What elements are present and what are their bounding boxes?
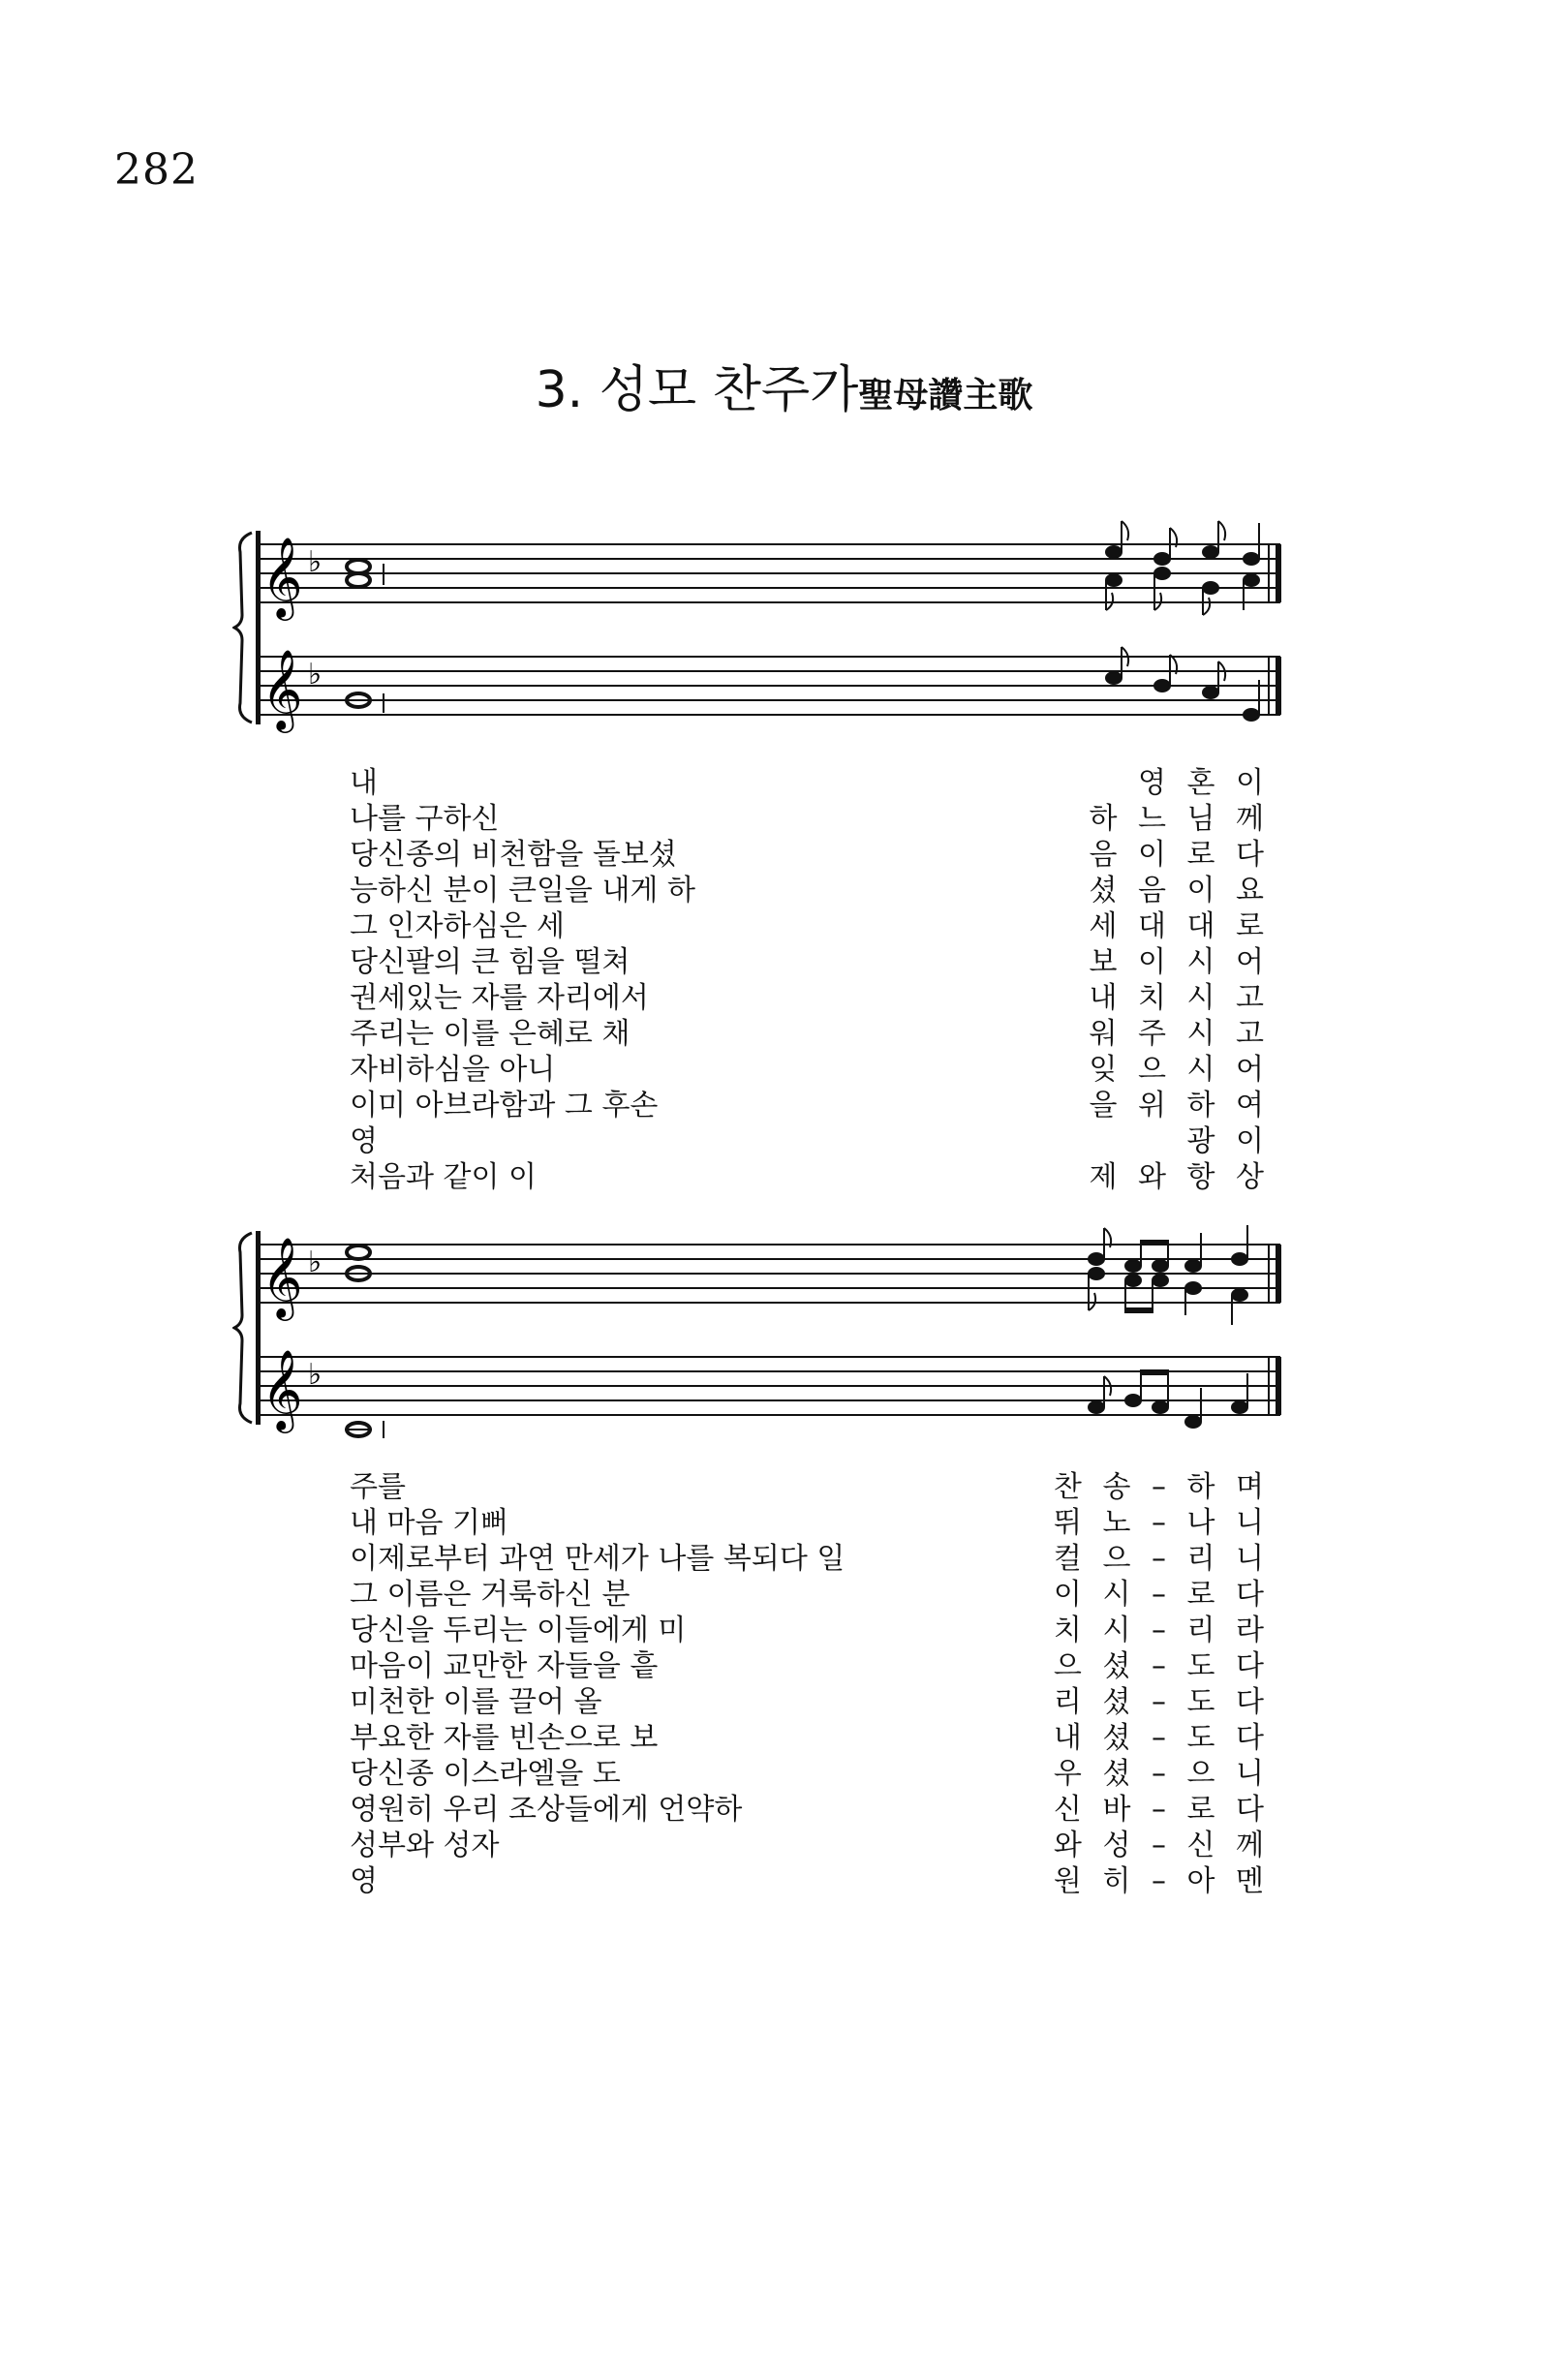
verse-lead: 영: [350, 1124, 378, 1158]
flat-sign-icon: ♭: [308, 545, 323, 579]
reciting-note-lower: [345, 1421, 384, 1438]
verse-cadence: 리 셨 – 도 다: [1053, 1685, 1270, 1719]
upper-staff: [256, 1245, 1280, 1303]
cadence-notes-lower: [1106, 647, 1259, 721]
verse-cadence: 하 느 님 께: [1089, 802, 1270, 836]
verse-line: [350, 1469, 1270, 1505]
final-barline-lower: [1276, 1357, 1281, 1415]
verse-cadence: 찬 송 – 하 며: [1053, 1470, 1270, 1504]
verse-line: [350, 1863, 1270, 1899]
verse-cadence: 제 와 항 상: [1089, 1160, 1270, 1194]
verse-cadence: 영 혼 이: [1137, 766, 1270, 800]
verse-lead: 내 마음 기뻐: [350, 1506, 508, 1540]
verse-line: [350, 837, 1270, 873]
verse-lead: 영: [350, 1864, 378, 1898]
verse-line: [350, 1159, 1270, 1195]
verse-cadence: 신 바 – 로 다: [1053, 1793, 1270, 1827]
treble-clef-icon: 𝄞: [261, 1236, 303, 1317]
verse-lead: 당신을 두리는 이들에게 미: [350, 1614, 687, 1647]
verse-lead: 이미 아브라함과 그 후손: [350, 1089, 659, 1122]
verse-list-2: [350, 1469, 1270, 1899]
verse-lead: 내: [350, 766, 378, 800]
verse-line: [350, 908, 1270, 944]
verse-line: [350, 1756, 1270, 1792]
verse-lead: 이제로부터 과연 만세가 나를 복되다 일: [350, 1542, 845, 1576]
final-barline-upper: [1276, 1245, 1281, 1303]
lower-staff: [256, 1357, 1280, 1415]
verse-lead: 그 이름은 거룩하신 분: [350, 1578, 630, 1612]
verse-cadence: 원 히 – 아 멘: [1053, 1864, 1270, 1898]
final-barline-lower: [1276, 657, 1281, 715]
reciting-chord: [347, 1246, 370, 1280]
verse-lead: 성부와 성자: [350, 1829, 500, 1862]
verse-lead: 마음이 교만한 자들을 흩: [350, 1649, 659, 1683]
verse-line: [350, 1613, 1270, 1648]
verse-line: [350, 873, 1270, 908]
verse-cadence: 보 이 시 어: [1089, 945, 1270, 979]
page-title: [0, 349, 1568, 421]
verse-list-1: [350, 765, 1270, 1195]
verse-cadence: 을 위 하 여: [1089, 1089, 1270, 1122]
flat-sign-icon: ♭: [308, 1246, 323, 1279]
verse-line: [350, 801, 1270, 837]
verse-cadence: 컬 으 – 리 니: [1053, 1542, 1270, 1576]
upper-staff: [256, 544, 1280, 602]
verse-cadence: 치 시 – 리 라: [1053, 1614, 1270, 1647]
verse-cadence: 으 셨 – 도 다: [1053, 1649, 1270, 1683]
flat-sign-icon: ♭: [308, 658, 323, 692]
verse-cadence: 잊 으 시 어: [1089, 1053, 1270, 1087]
verse-line: [350, 765, 1270, 801]
treble-clef-icon: 𝄞: [261, 1348, 303, 1430]
music-system-2: [232, 1214, 1317, 1446]
verse-cadence: 광 이: [1186, 1124, 1270, 1158]
verse-lead: 미천한 이를 끌어 올: [350, 1685, 602, 1719]
verse-line: [350, 1828, 1270, 1863]
verse-line: [350, 1016, 1270, 1052]
verse-lead: 그 인자하심은 세: [350, 909, 565, 943]
verse-cadence: 우 셨 – 으 니: [1053, 1757, 1270, 1791]
verse-cadence: 음 이 로 다: [1089, 838, 1270, 872]
verse-line: [350, 1541, 1270, 1577]
verse-line: [350, 1052, 1270, 1088]
verse-lead: 주리는 이를 은혜로 채: [350, 1017, 630, 1051]
system-brace: [234, 1233, 252, 1423]
verse-line: [350, 1684, 1270, 1720]
verse-lead: 당신팔의 큰 힘을 떨쳐: [350, 945, 630, 979]
treble-clef-icon: 𝄞: [261, 536, 303, 617]
verse-cadence: 와 성 – 신 께: [1053, 1829, 1270, 1862]
verse-line: [350, 980, 1270, 1016]
verse-cadence: 워 주 시 고: [1089, 1017, 1270, 1051]
verse-line: [350, 1505, 1270, 1541]
title-hanja: 聖母讚主歌: [858, 376, 1033, 415]
verse-lead: 주를: [350, 1470, 406, 1504]
verse-cadence: 셨 음 이 요: [1089, 874, 1270, 907]
verse-line: [350, 1648, 1270, 1684]
title-main: 3. 성모 찬주가: [535, 361, 859, 419]
verse-cadence: 뛰 노 – 나 니: [1053, 1506, 1270, 1540]
verse-line: [350, 1088, 1270, 1123]
cadence-notes-lower: [1089, 1370, 1247, 1428]
cadence-notes-upper: [1106, 521, 1259, 615]
verse-lead: 권세있는 자를 자리에서: [350, 981, 649, 1015]
verse-line: [350, 1123, 1270, 1159]
verse-lead: 처음과 같이 이: [350, 1160, 537, 1194]
verse-line: [350, 1792, 1270, 1828]
verse-lead: 자비하심을 아니: [350, 1053, 556, 1087]
verse-lead: 능하신 분이 큰일을 내게 하: [350, 874, 695, 907]
verse-cadence: 내 치 시 고: [1089, 981, 1270, 1015]
verse-line: [350, 1577, 1270, 1613]
cadence-notes-upper: [1089, 1225, 1247, 1325]
system-brace: [234, 533, 252, 723]
verse-cadence: 세 대 대 로: [1089, 909, 1270, 943]
music-system-1: [232, 513, 1317, 746]
verse-lead: 부요한 자를 빈손으로 보: [350, 1721, 659, 1755]
verse-lead: 당신종 이스라엘을 도: [350, 1757, 621, 1791]
verse-lead: 당신종의 비천함을 돌보셨: [350, 838, 677, 872]
treble-clef-icon: 𝄞: [261, 648, 303, 729]
verse-line: [350, 1720, 1270, 1756]
verse-lead: 영원히 우리 조상들에게 언약하: [350, 1793, 743, 1827]
verse-cadence: 이 시 – 로 다: [1053, 1578, 1270, 1612]
reciting-note-lower: [347, 693, 384, 713]
verse-line: [350, 944, 1270, 980]
flat-sign-icon: ♭: [308, 1358, 323, 1392]
verse-lead: 나를 구하신: [350, 802, 500, 836]
verse-cadence: 내 셨 – 도 다: [1053, 1721, 1270, 1755]
final-barline-upper: [1276, 544, 1281, 602]
page-number: 282: [114, 145, 199, 195]
